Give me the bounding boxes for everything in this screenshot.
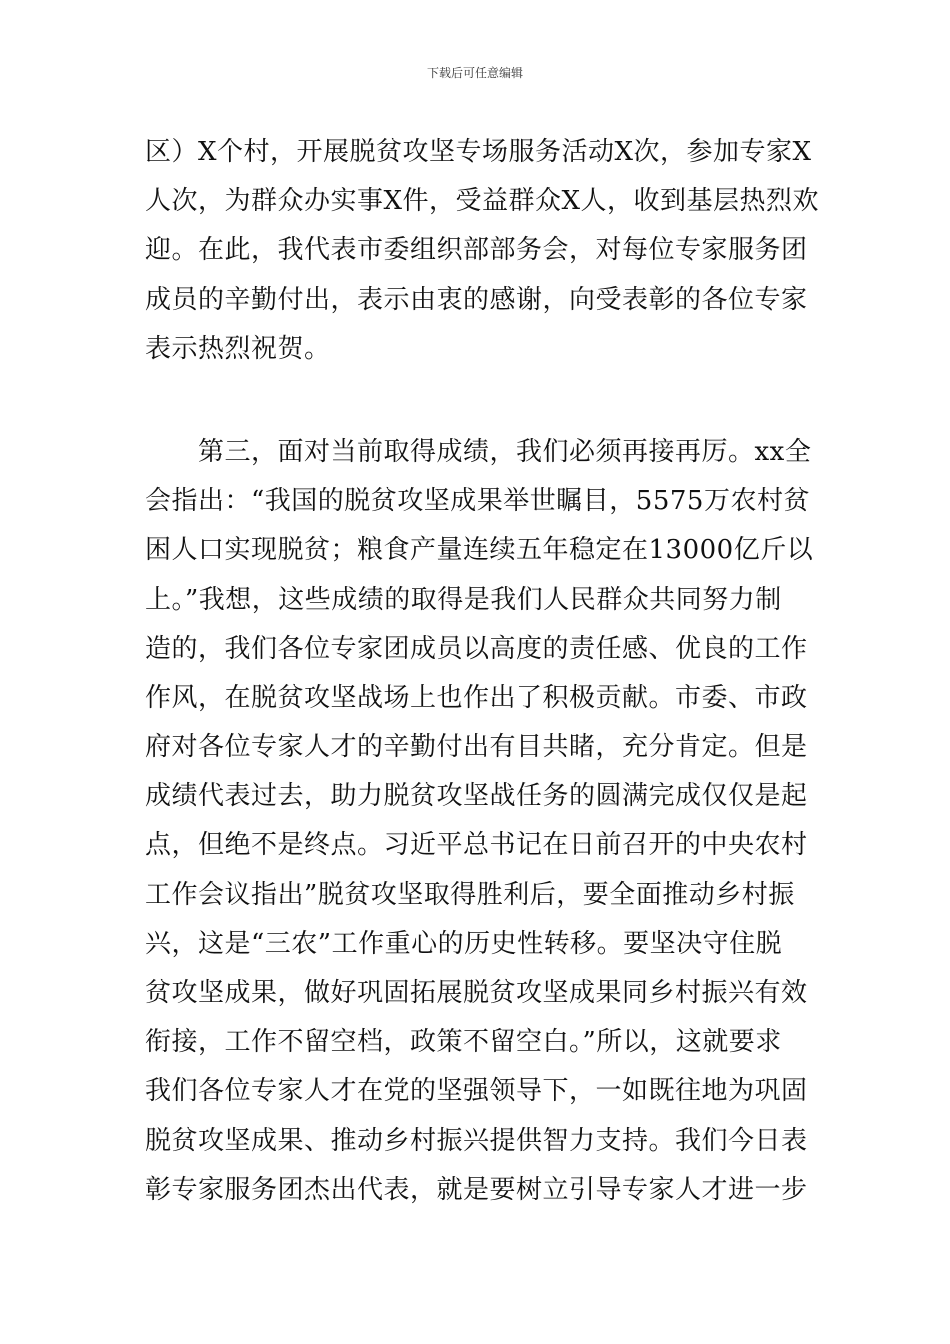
text-line: 上。”我想，这些成绩的取得是我们人民群众共同努力制	[145, 584, 782, 615]
text-line: 工作会议指出”脱贫攻坚取得胜利后，要全面推动乡村振	[145, 879, 795, 910]
text-line: 困人口实现脱贫；粮食产量连续五年稳定在13000亿斤以	[145, 535, 814, 566]
document-body	[145, 128, 820, 1215]
paragraph-1	[145, 128, 820, 374]
text-line: 点，但绝不是终点。习近平总书记在日前召开的中央农村	[145, 830, 808, 861]
paragraph-2	[145, 428, 815, 1215]
page-header-note: 下载后可任意编辑	[426, 66, 523, 80]
text-line: 迎。在此，我代表市委组织部部务会，对每位专家服务团	[145, 235, 808, 266]
text-line: 衔接，工作不留空档，政策不留空白。”所以，这就要求	[145, 1027, 782, 1058]
text-line: 人次，为群众办实事X件，受益群众X人，收到基层热烈欢	[145, 186, 820, 217]
text-line: 兴，这是“三农”工作重心的历史性转移。要坚决守住脱	[145, 928, 783, 959]
text-line: 第三，面对当前取得成绩，我们必须再接再厉。xx全	[198, 436, 812, 467]
text-line: 府对各位专家人才的辛勤付出有目共睹，充分肯定。但是	[145, 732, 808, 763]
text-line: 表示热烈祝贺。	[145, 333, 331, 364]
text-line: 区）X个村，开展脱贫攻坚专场服务活动X次，参加专家X	[145, 137, 812, 167]
text-line: 成绩代表过去，助力脱贫攻坚战任务的圆满完成仅仅是起	[145, 781, 808, 812]
paragraph-gap	[145, 374, 815, 428]
text-line: 贫攻坚成果，做好巩固拓展脱贫攻坚成果同乡村振兴有效	[145, 978, 808, 1008]
text-line: 脱贫攻坚成果、推动乡村振兴提供智力支持。我们今日表	[145, 1125, 808, 1156]
text-line: 会指出：“我国的脱贫攻坚成果举世瞩目，5575万农村贫	[145, 486, 810, 517]
text-line: 造的，我们各位专家团成员以高度的责任感、优良的工作	[145, 633, 808, 664]
text-line: 彰专家服务团杰出代表，就是要树立引导专家人才进一步	[145, 1174, 808, 1205]
text-line: 成员的辛勤付出，表示由衷的感谢，向受表彰的各位专家	[145, 284, 808, 315]
text-line: 我们各位专家人才在党的坚强领导下，一如既往地为巩固	[145, 1076, 808, 1107]
text-line: 作风，在脱贫攻坚战场上也作出了积极贡献。市委、市政	[145, 682, 808, 713]
